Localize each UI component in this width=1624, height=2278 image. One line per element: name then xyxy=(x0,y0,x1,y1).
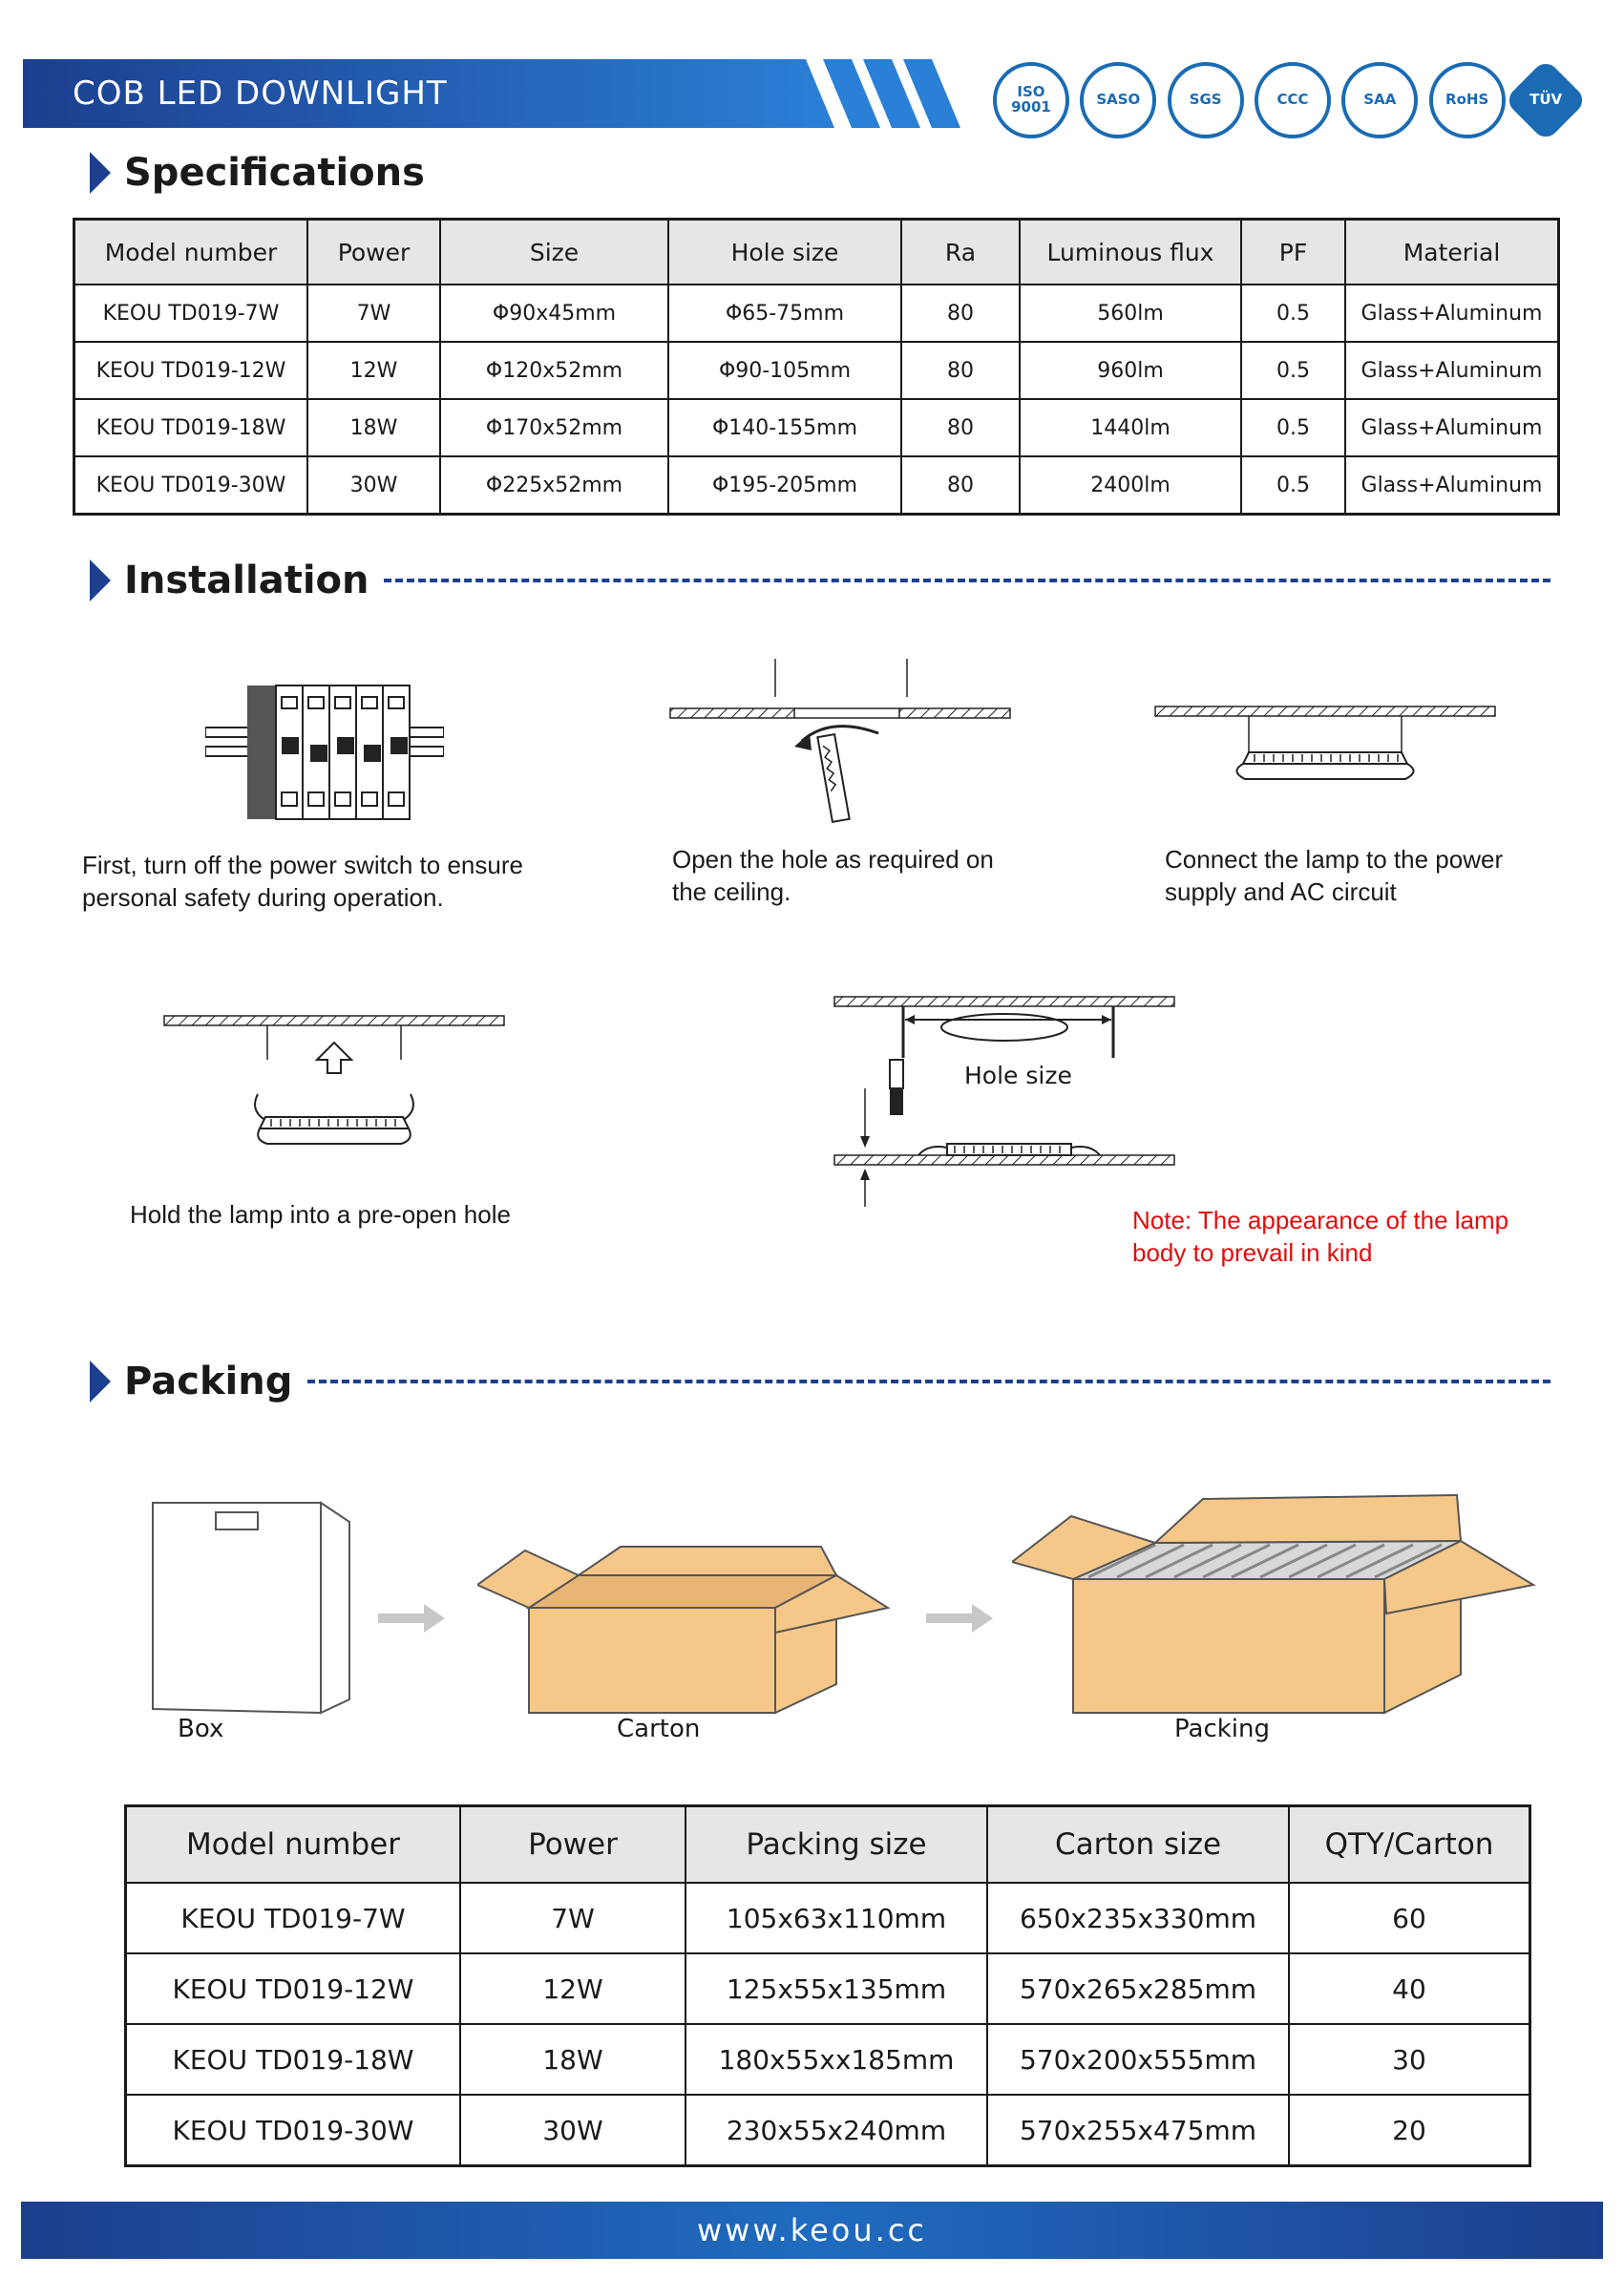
table-cell: Φ170x52mm xyxy=(440,399,668,456)
tuv-logo: TÜV xyxy=(1504,58,1588,142)
packing-table xyxy=(124,1804,1531,2167)
table-row xyxy=(126,2024,1530,2095)
table-cell: 20 xyxy=(1289,2095,1530,2166)
section-divider xyxy=(384,579,1550,582)
table-cell: Φ90-105mm xyxy=(668,342,901,399)
step-3-caption: Connect the lamp to the power supply and AC circuit xyxy=(1165,845,1504,906)
sgs-logo: SGS xyxy=(1168,62,1244,138)
table-row xyxy=(126,1953,1530,2024)
table-cell: 570x200x555mm xyxy=(987,2024,1289,2095)
rohs-logo: RoHS xyxy=(1429,62,1506,138)
section-title: Specifications xyxy=(124,151,425,195)
table-cell: 30W xyxy=(460,2095,685,2166)
saso-logo: SASO xyxy=(1080,62,1156,138)
table-cell: 18W xyxy=(460,2024,685,2095)
table-cell: KEOU TD019-30W xyxy=(126,2095,461,2166)
table-cell: KEOU TD019-7W xyxy=(126,1883,461,1953)
table-cell: 570x265x285mm xyxy=(987,1953,1289,2024)
table-cell: 80 xyxy=(901,456,1020,515)
table-row xyxy=(74,342,1559,399)
footer-bar xyxy=(21,2202,1603,2259)
table-cell: 960lm xyxy=(1020,342,1241,399)
arrow-right-icon xyxy=(378,1604,445,1633)
table-cell: Φ140-155mm xyxy=(668,399,901,456)
table-cell: 12W xyxy=(307,342,440,399)
table-cell: Φ225x52mm xyxy=(440,456,668,515)
table-cell: 18W xyxy=(307,399,440,456)
step-1-caption: First, turn off the power switch to ensure personal safety during operation. xyxy=(82,851,523,912)
table-cell: 2400lm xyxy=(1020,456,1241,515)
lamp-connection-illustration xyxy=(1153,705,1497,800)
table-row xyxy=(126,1883,1530,1953)
column-header: Power xyxy=(307,220,440,285)
table-cell: 180x55xx185mm xyxy=(685,2024,987,2095)
section-title: Installation xyxy=(124,559,369,602)
appearance-note: Note: The appearance of the lamp body to prevail in kind xyxy=(1132,1206,1509,1267)
table-cell: 1440lm xyxy=(1020,399,1241,456)
table-cell: 30 xyxy=(1289,2024,1530,2095)
table-cell: Φ120x52mm xyxy=(440,342,668,399)
specifications-heading xyxy=(90,151,472,195)
table-cell: 40 xyxy=(1289,1953,1530,2024)
website-link[interactable]: www.keou.cc xyxy=(696,2212,928,2248)
table-cell: Φ65-75mm xyxy=(668,285,901,342)
section-arrow-icon xyxy=(90,559,111,601)
table-cell: KEOU TD019-7W xyxy=(74,285,308,342)
table-header-row xyxy=(126,1806,1530,1884)
lamp-insertion-illustration xyxy=(162,1014,506,1157)
table-cell: 80 xyxy=(901,399,1020,456)
section-divider xyxy=(307,1380,1550,1383)
table-cell: 80 xyxy=(901,285,1020,342)
hole-size-label: Hole size xyxy=(964,1062,1072,1089)
hole-size-illustration xyxy=(833,993,1176,1222)
table-cell: 650x235x330mm xyxy=(987,1883,1289,1953)
table-cell: 0.5 xyxy=(1241,456,1345,515)
table-cell: 12W xyxy=(460,1953,685,2024)
table-row xyxy=(74,285,1559,342)
table-cell: 230x55x240mm xyxy=(685,2095,987,2166)
table-cell: KEOU TD019-12W xyxy=(74,342,308,399)
table-cell: 60 xyxy=(1289,1883,1530,1953)
column-header: Carton size xyxy=(987,1806,1289,1884)
table-header-row xyxy=(74,220,1559,285)
table-cell: Glass+Aluminum xyxy=(1345,399,1559,456)
packing-heading xyxy=(90,1360,1550,1403)
ceiling-cutting-illustration xyxy=(668,659,1012,831)
table-row xyxy=(74,399,1559,456)
specifications-table xyxy=(73,218,1560,516)
table-cell: KEOU TD019-30W xyxy=(74,456,308,515)
column-header: Model number xyxy=(74,220,308,285)
column-header: Power xyxy=(460,1806,685,1884)
table-cell: 125x55x135mm xyxy=(685,1953,987,2024)
section-arrow-icon xyxy=(90,1360,111,1403)
table-row xyxy=(74,456,1559,515)
table-cell: 570x255x475mm xyxy=(987,2095,1289,2166)
table-cell: Glass+Aluminum xyxy=(1345,342,1559,399)
step-2-caption: Open the hole as required on the ceiling. xyxy=(672,845,994,906)
carton-label: Carton xyxy=(617,1715,701,1743)
carton-illustration xyxy=(477,1508,897,1719)
table-cell: 80 xyxy=(901,342,1020,399)
column-header: Hole size xyxy=(668,220,901,285)
certification-logos xyxy=(993,57,1575,143)
table-cell: 0.5 xyxy=(1241,285,1345,342)
iso9001-logo: ISO 9001 xyxy=(993,62,1069,138)
packing-label: Packing xyxy=(1174,1715,1271,1743)
table-cell: 105x63x110mm xyxy=(685,1883,987,1953)
table-cell: KEOU TD019-12W xyxy=(126,1953,461,2024)
document-title: COB LED DOWNLIGHT xyxy=(73,74,448,113)
column-header: Model number xyxy=(126,1806,461,1884)
table-cell: KEOU TD019-18W xyxy=(126,2024,461,2095)
table-cell: KEOU TD019-18W xyxy=(74,399,308,456)
circuit-breaker-illustration xyxy=(205,678,444,831)
column-header: Size xyxy=(440,220,668,285)
section-arrow-icon xyxy=(90,152,111,194)
column-header: Packing size xyxy=(685,1806,987,1884)
product-box-illustration xyxy=(149,1499,359,1719)
table-cell: Glass+Aluminum xyxy=(1345,285,1559,342)
step-4-caption: Hold the lamp into a pre-open hole xyxy=(130,1200,511,1229)
table-cell: 7W xyxy=(460,1883,685,1953)
section-title: Packing xyxy=(124,1360,293,1403)
table-cell: 7W xyxy=(307,285,440,342)
table-cell: Glass+Aluminum xyxy=(1345,456,1559,515)
table-cell: Φ195-205mm xyxy=(668,456,901,515)
packed-carton-illustration xyxy=(1012,1470,1539,1722)
saa-logo: SAA xyxy=(1341,62,1418,138)
table-cell: 0.5 xyxy=(1241,342,1345,399)
table-cell: 560lm xyxy=(1020,285,1241,342)
ccc-logo: CCC xyxy=(1255,62,1331,138)
table-cell: 0.5 xyxy=(1241,399,1345,456)
column-header: Material xyxy=(1345,220,1559,285)
table-cell: 30W xyxy=(307,456,440,515)
table-cell: Φ90x45mm xyxy=(440,285,668,342)
table-row xyxy=(126,2095,1530,2166)
box-label: Box xyxy=(178,1715,224,1743)
arrow-right-icon xyxy=(926,1604,993,1633)
column-header: Luminous flux xyxy=(1020,220,1241,285)
installation-heading xyxy=(90,559,1550,602)
column-header: PF xyxy=(1241,220,1345,285)
column-header: QTY/Carton xyxy=(1289,1806,1530,1884)
column-header: Ra xyxy=(901,220,1020,285)
